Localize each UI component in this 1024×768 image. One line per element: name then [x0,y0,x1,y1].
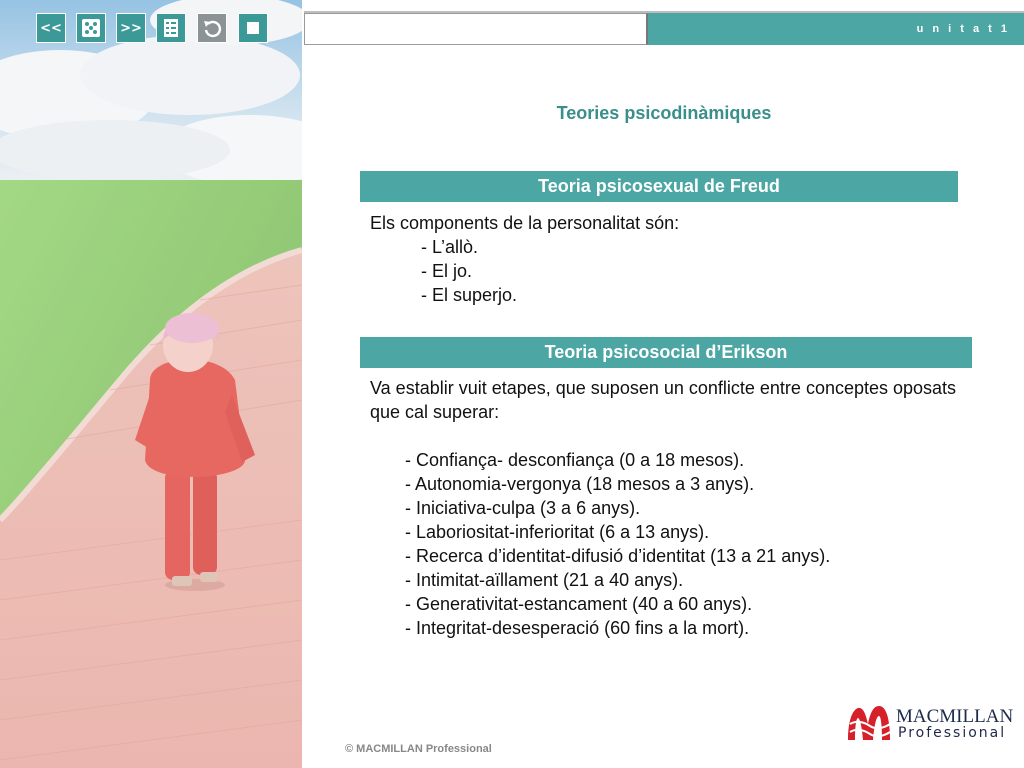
list-icon [161,18,181,38]
home-button[interactable] [76,13,106,43]
logo-main-text: MACMILLAN [896,706,1014,727]
page-title: Teories psicodinàmiques [556,103,772,123]
list-item: - L’allò. [421,237,479,257]
erikson-section-header: Teoria psicosocial d’Erikson [360,337,972,368]
undo-button[interactable] [197,13,227,43]
list-item: - Recerca d’identitat-difusió d’identitat (13 a 21 anys). [405,546,831,566]
background-photo [0,0,302,768]
header-input[interactable] [304,13,648,45]
dice-icon [81,18,101,38]
freud-list [421,235,517,307]
stop-icon [245,20,261,36]
index-button[interactable] [156,13,186,43]
undo-icon [202,18,222,38]
macmillan-logo [846,700,1014,746]
next-button[interactable]: >> [116,13,146,43]
photo-fade-overlay [0,0,302,768]
list-item: - Laboriositat-inferioritat (6 a 13 anys). [405,522,710,542]
unit-label: u n i t a t 1 [916,23,1010,35]
freud-section-header: Teoria psicosexual de Freud [360,171,958,202]
list-item: - El superjo. [421,285,518,305]
list-item: - Intimitat-aïllament (21 a 40 anys). [405,570,684,590]
list-item: - Autonomia-vergonya (18 mesos a 3 anys). [405,474,755,494]
freud-intro: Els components de la personalitat són: [370,213,680,233]
erikson-intro: Va establir vuit etapes, que suposen un conflicte entre conceptes oposats que cal superar: [370,378,957,422]
macmillan-logo-icon [846,702,892,742]
list-item: - Iniciativa-culpa (3 a 6 anys). [405,498,641,518]
header-bar [648,13,1024,45]
list-item: - Generativitat-estancament (40 a 60 anys). [405,594,753,614]
list-item: - Confiança- desconfiança (0 a 18 mesos). [405,450,745,470]
stop-button[interactable] [238,13,268,43]
erikson-stage-list [405,448,830,640]
list-item: - Integritat-desesperació (60 fins a la mort). [405,618,750,638]
copyright-text: © MACMILLAN Professional [345,743,492,755]
previous-button[interactable]: << [36,13,66,43]
list-item: - El jo. [421,261,473,281]
logo-sub-text: Professional [898,725,1007,741]
